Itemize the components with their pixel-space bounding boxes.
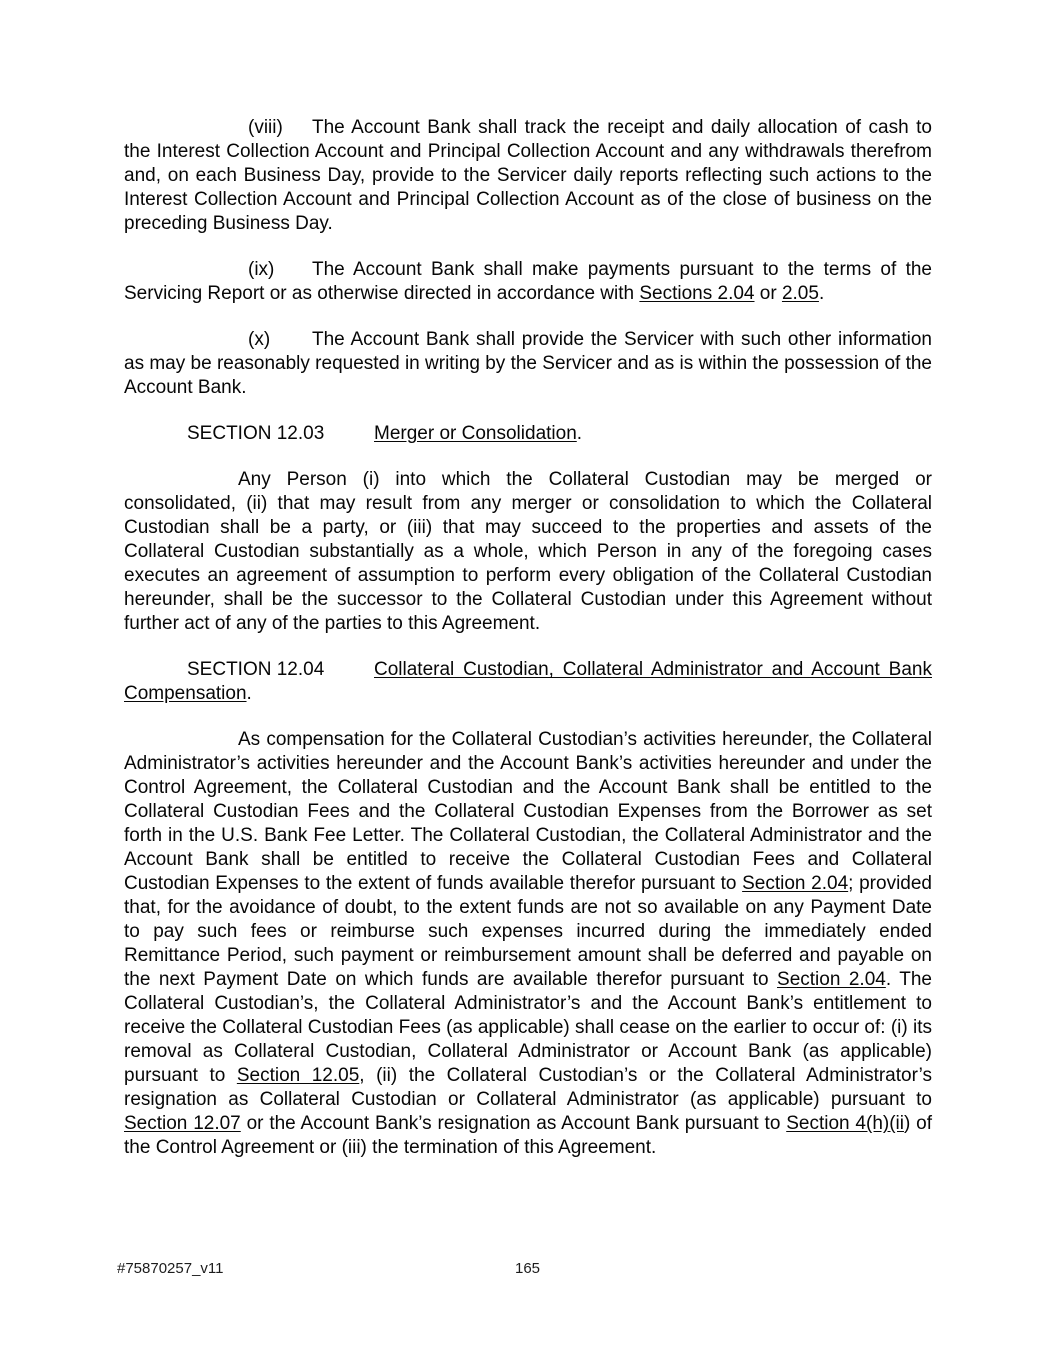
section-12-04-heading [124,658,932,706]
document-content [124,116,932,1182]
page-footer [0,1260,1055,1284]
compensation-paragraph [124,728,932,1160]
section-ref-2-04: Sections 2.04 [639,283,755,304]
clause-ix [124,258,932,306]
clause-viii [124,116,932,236]
compensation-text: , (ii) the Collateral Custodian’s or the Collateral Administrator’s resignation as Collateral Custodian or Collateral Administrator (as applicable) pursuant to [124,1065,933,1110]
clause-ix-text: The Account Bank shall make payments pursuant to the terms of the Servicing Report or as otherwise directed in accordance with [124,259,932,304]
clause-x [124,328,932,400]
compensation-text: ) of the Control Agreement or (iii) the termination of this Agreement. [124,1113,932,1158]
section-12-03-period: . [576,423,583,444]
section-12-03-number: SECTION 12.03 [187,423,325,444]
section-12-03-heading [124,422,932,446]
clause-x-label: (x) [248,329,271,350]
page-number: 165 [514,1260,541,1277]
section-ref-2-04: Section 2.04 [742,873,849,894]
clause-viii-text: The Account Bank shall track the receipt and daily allocation of cash to the Interest Collection Account and Principal Collection Account and any withdrawals therefrom and, on each Business Day, provide to the Servicer daily reports reflecting such actions to the Interest Collection Account and Principal Collection Account as of the close of business on the preceding Business Day. [124,117,932,234]
compensation-text: ; provided that, for the avoidance of doubt, to the extent funds are not so available on any Payment Date to pay such fees or reimburse such expenses incurred during the immediately ended Remittance Period, such payment or reimbursement amount shall be deferred and payable on the next Payment Date on which funds are available therefor pursuant to [124,873,932,990]
section-ref-12-07: Section 12.07 [124,1113,241,1134]
clause-ix-text: . [818,283,825,304]
clause-ix-label: (ix) [248,259,275,280]
merger-paragraph [124,468,932,636]
compensation-text: As compensation for the Collateral Custodian’s activities hereunder, the Collateral Administrator’s activities hereunder and the Account Bank’s activities hereunder and under the Control Agreement, the Collateral Custodian and the Account Bank shall be entitled to the Collateral Custodian Fees and the Collateral Custodian Expenses from the Borrower as set forth in the U.S. Bank Fee Letter. The Collateral Custodian, the Collateral Administrator and the Account Bank shall be entitled to receive the Collateral Custodian Fees and Collateral Custodian Expenses to the extent of funds available therefor pursuant to [124,729,932,894]
compensation-text: or the Account Bank’s resignation as Account Bank pursuant to [240,1113,787,1134]
clause-viii-label: (viii) [248,117,283,138]
section-ref-2-04: Section 2.04 [777,969,886,990]
section-ref-2-05: 2.05 [781,283,819,304]
section-12-04-number: SECTION 12.04 [187,659,325,680]
merger-paragraph-text: Any Person (i) into which the Collateral Custodian may be merged or consolidated, (ii) that may result from any merger or consolidation to which the Collateral Custodian shall be a party, or (iii) that may succeed to the properties and assets of the Collateral Custodian substantially as a whole, which Person in any of the foregoing cases executes an agreement of assumption to perform every obligation of the Collateral Custodian hereunder, shall be the successor to the Collateral Custodian under this Agreement without further act of any of the parties to this Agreement. [124,469,932,634]
section-ref-12-05: Section 12.05 [236,1065,360,1086]
section-12-04-title: Collateral Custodian, Collateral Administrator and Account Bank Compensation [124,659,932,704]
section-ref-4-h-ii: Section 4(h)(ii [786,1113,904,1134]
document-id: #75870257_v11 [117,1260,224,1277]
section-12-04-period: . [246,683,252,704]
section-12-03-title: Merger or Consolidation [374,423,577,444]
clause-ix-text: or [754,283,782,304]
compensation-text: . The Collateral Custodian’s, the Collateral Administrator’s and the Account Bank’s entitlement to receive the Collateral Custodian Fees (as applicable) shall cease on the earlier to occur of: (i) its removal as Collateral Custodian, Collateral Administrator or Account Bank (as applicable) pursuant to [124,969,932,1086]
clause-x-text: The Account Bank shall provide the Servicer with such other information as may be reasonably requested in writing by the Servicer and as is within the possession of the Account Bank. [124,329,932,398]
